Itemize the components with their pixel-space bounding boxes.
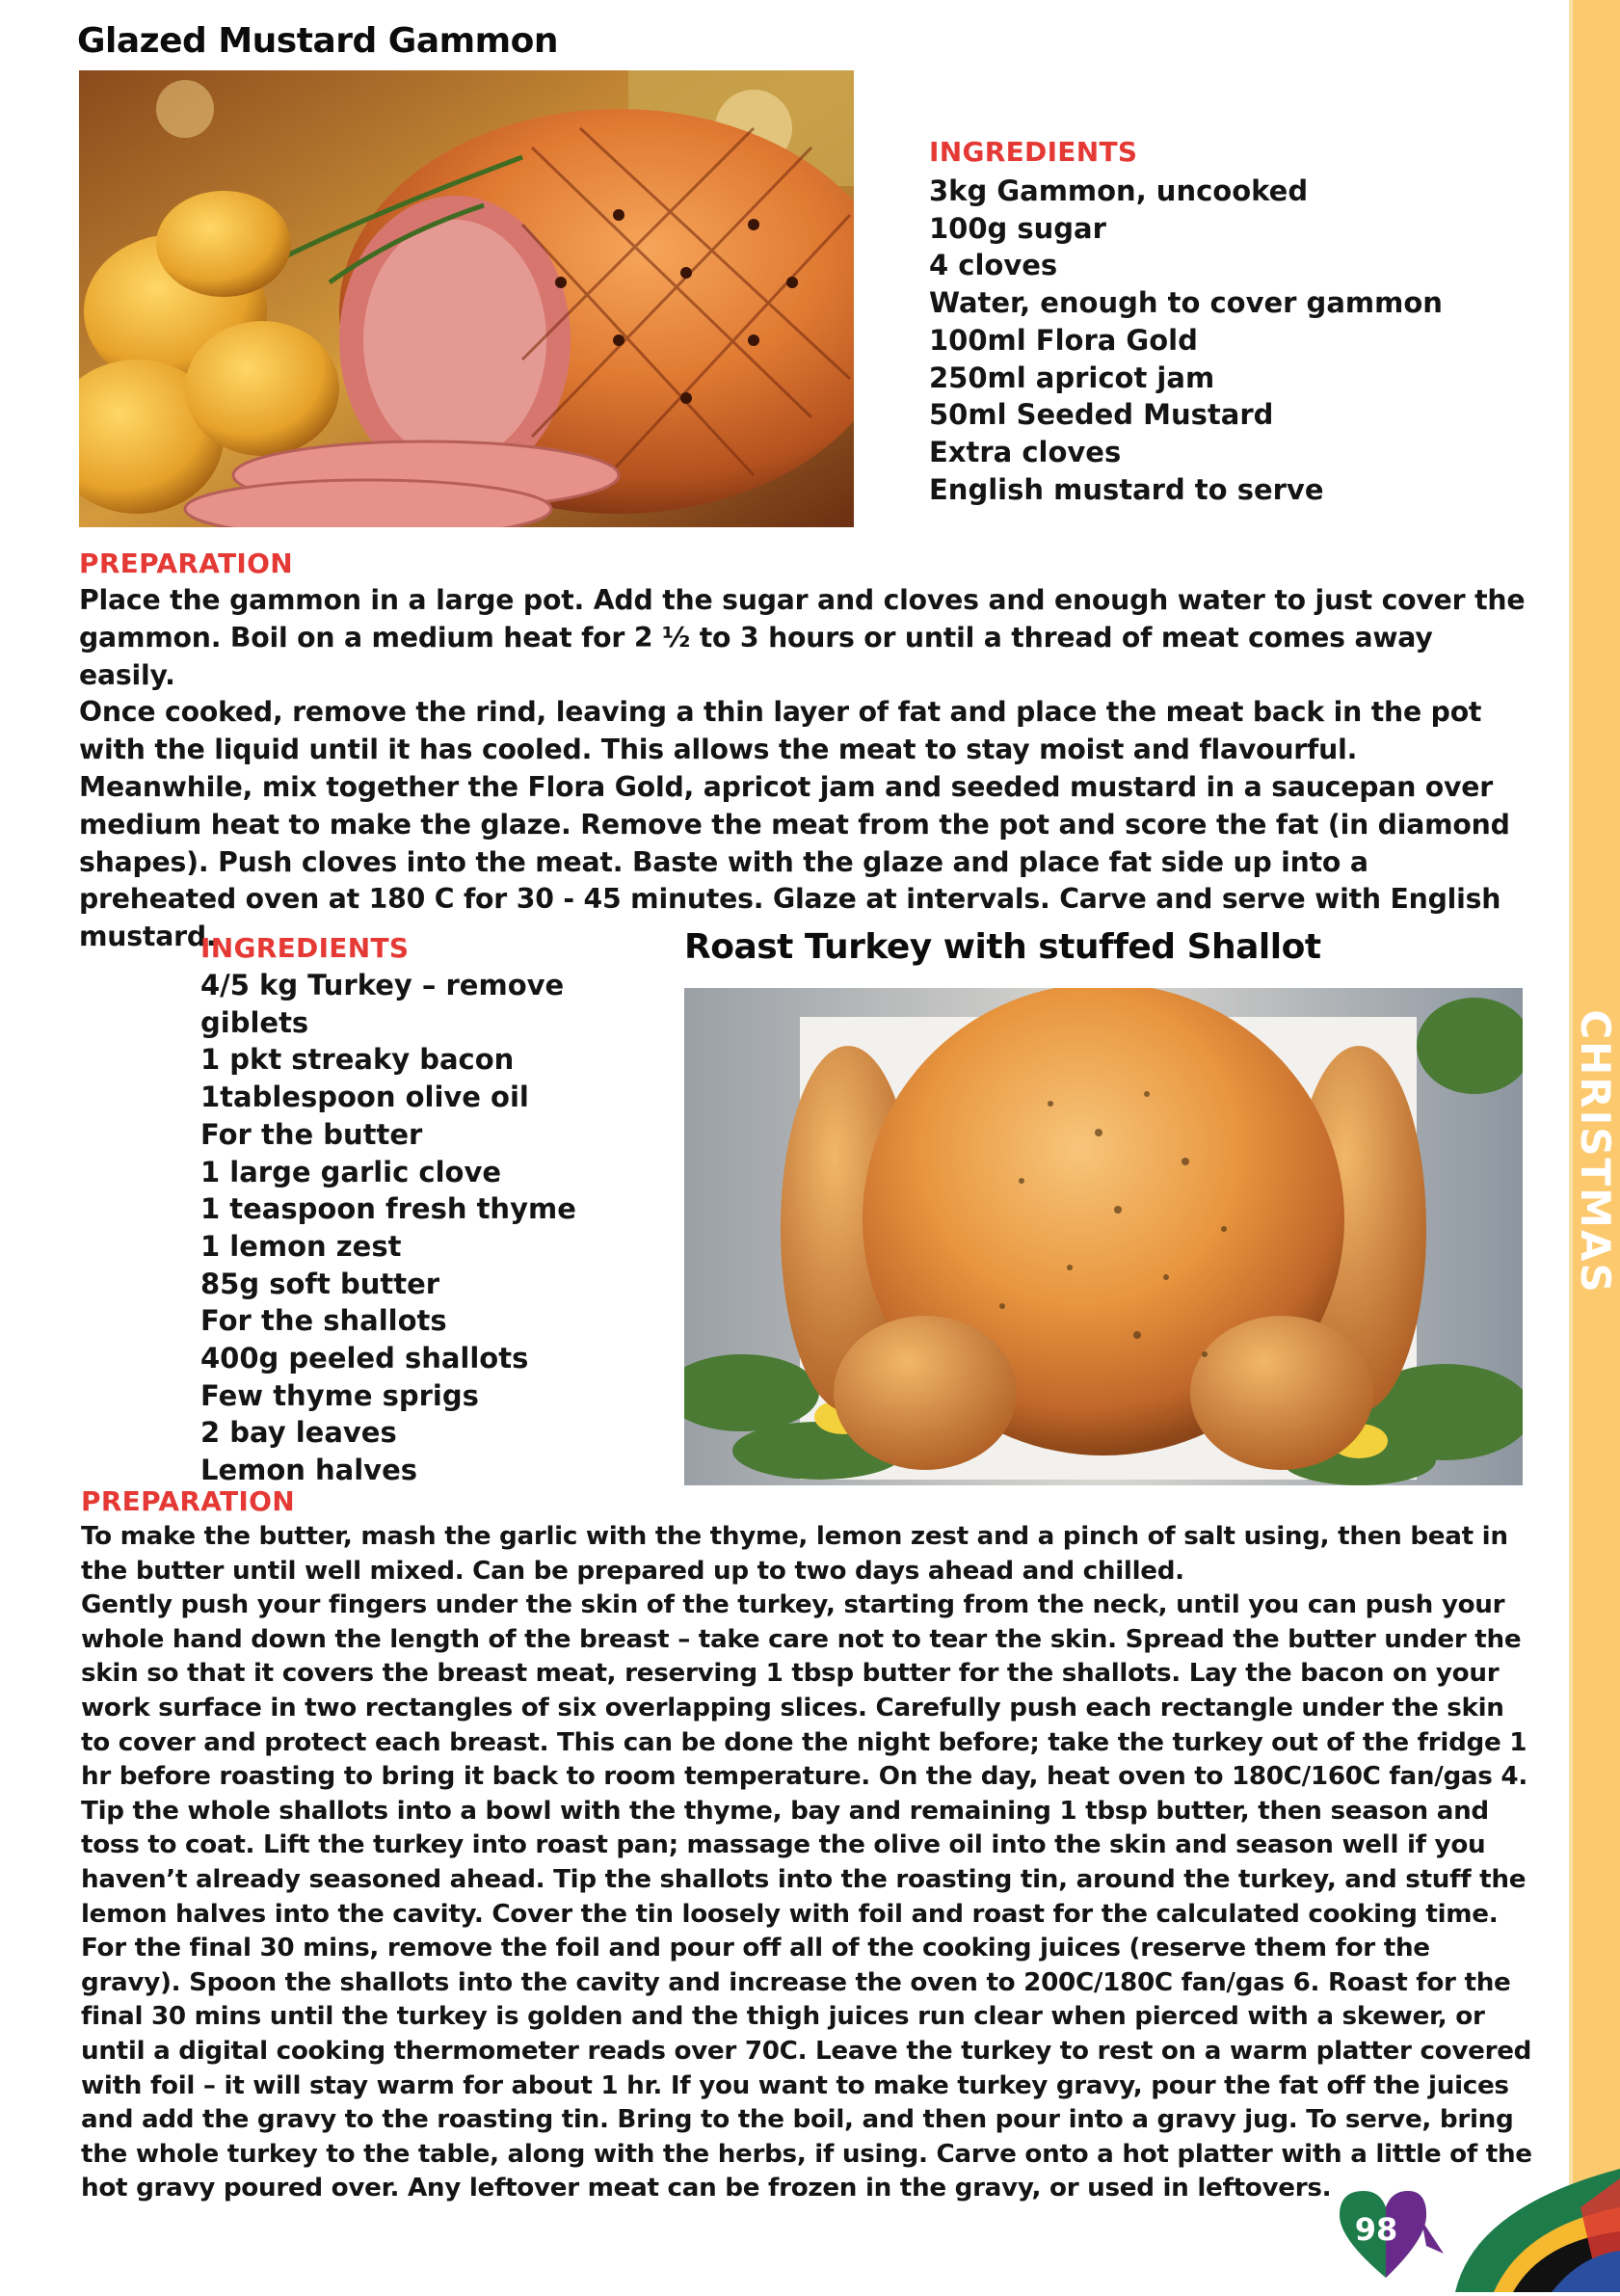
preparation-paragraph: Meanwhile, mix together the Flora Gold, apricot jam and seeded mustard in a saucepan over medium heat to make the glaze. Remove the meat from the pot and score the fat (in diamond shapes). Push cloves into the meat. Baste with the glaze and place fat side up into a preheated oven at 180 C for 30 - 45 minutes. Glaze at intervals. Carve and serve with English mustard.: [79, 770, 1510, 953]
ingredient-item: For the shallots: [200, 1304, 447, 1338]
recipe-title-turkey: Roast Turkey with stuffed Shallot: [684, 927, 1321, 967]
ingredient-item: 250ml apricot jam: [929, 360, 1215, 394]
ingredients-list-turkey: [200, 967, 663, 1489]
section-label: CHRISTMAS: [1572, 1009, 1620, 1295]
ingredient-item: 1 pkt streaky bacon: [200, 1043, 515, 1077]
ingredients-list-gammon: [929, 173, 1527, 508]
ingredient-item: Few thyme sprigs: [200, 1378, 479, 1412]
ingredient-item: 1 lemon zest: [200, 1229, 402, 1263]
preparation-paragraph: Gently push your fingers under the skin of the turkey, starting from the neck, until you can push your whole hand down the length of the breast – take care not to tear the skin. Spread the butter under the skin so that it covers the breast meat, reserving 1 tbsp butter for the shallots. Lay the bacon on your work surface in two rectangles of six overlapping slices. Carefully push each rectangle under the skin to cover and protect each breast. This can be done the night before; take the turkey out of the fridge 1 hr before roasting to bring it back to room temperature. On the day, heat oven to 180C/160C fan/gas 4. Tip the whole shallots into a bowl with the thyme, bay and remaining 1 tbsp butter, then season and toss to coat. Lift the turkey into roast pan; massage the olive oil into the skin and season well if you haven’t already seasoned ahead. Tip the shallots into the roasting tin, around the turkey, and stuff the lemon halves into the cavity. Cover the tin loosely with foil and roast for the calculated cooking time. For the final 30 mins, remove the foil and pour off all of the cooking juices (reserve them for the gravy). Spoon the shallots into the cavity and increase the oven to 200C/180C fan/gas 6. Roast for the final 30 mins until the turkey is golden and the thigh juices run clear when pierced with a skewer, or until a digital cooking thermometer reads over 70C. Leave the turkey to rest on a warm platter covered with foil – it will stay warm for about 1 hr. If you want to make turkey gravy, pour the fat off the juices and add the gravy to the roasting tin. Bring to the boil, and then pour into a gravy jug. To serve, bring the whole turkey to the table, along with the herbs, if using. Carve onto a hot platter with a little of the hot gravy poured over. Any leftover meat can be frozen in the gravy, or used in leftovers.: [81, 1590, 1532, 2203]
ingredient-item: 1 large garlic clove: [200, 1155, 502, 1188]
preparation-heading-gammon: PREPARATION: [79, 547, 293, 579]
ingredient-item: Extra cloves: [929, 435, 1122, 468]
turkey-photo: [684, 988, 1523, 1485]
preparation-heading-turkey: PREPARATION: [81, 1485, 295, 1517]
gammon-photo: [79, 70, 854, 527]
preparation-paragraph: Once cooked, remove the rind, leaving a thin layer of fat and place the meat back in the pot with the liquid until it has cooled. This allows the meat to stay moist and flavourful.: [79, 696, 1482, 766]
preparation-paragraph: Place the gammon in a large pot. Add the sugar and cloves and enough water to just cover the gammon. Boil on a medium heat for 2 ½ to 3 hours or until a thread of meat comes away easily.: [79, 584, 1526, 691]
ingredient-item: 1tablespoon olive oil: [200, 1081, 529, 1114]
page-number: 98: [1354, 2211, 1398, 2248]
ingredient-item: 400g peeled shallots: [200, 1342, 529, 1375]
ingredient-item: 3kg Gammon, uncooked: [929, 174, 1309, 207]
ingredient-item: 85g soft butter: [200, 1267, 440, 1300]
ingredient-item: 100g sugar: [929, 211, 1106, 245]
ingredient-item: 4 cloves: [929, 249, 1058, 282]
preparation-text-turkey: [81, 1520, 1536, 2206]
ingredient-item: Water, enough to cover gammon: [929, 286, 1443, 320]
flag-corner-graphic: [1436, 2149, 1620, 2292]
ingredient-item: 4/5 kg Turkey – remove giblets: [200, 969, 565, 1039]
ingredient-item: 1 teaspoon fresh thyme: [200, 1192, 576, 1226]
preparation-paragraph: To make the butter, mash the garlic with the thyme, lemon zest and a pinch of salt using, then beat in the butter until well mixed. Can be prepared up to two days ahead and chilled.: [81, 1522, 1508, 1586]
ingredients-heading-turkey: INGREDIENTS: [200, 932, 410, 964]
ingredient-item: Lemon halves: [200, 1454, 418, 1487]
ingredients-heading-gammon: INGREDIENTS: [929, 136, 1138, 168]
ingredient-item: 2 bay leaves: [200, 1416, 397, 1450]
ingredient-item: For the butter: [200, 1117, 423, 1151]
ingredient-item: 100ml Flora Gold: [929, 323, 1198, 357]
preparation-text-gammon: [79, 582, 1534, 956]
recipe-title-gammon: Glazed Mustard Gammon: [77, 21, 559, 61]
ingredient-item: English mustard to serve: [929, 472, 1324, 506]
ingredient-item: 50ml Seeded Mustard: [929, 398, 1274, 432]
